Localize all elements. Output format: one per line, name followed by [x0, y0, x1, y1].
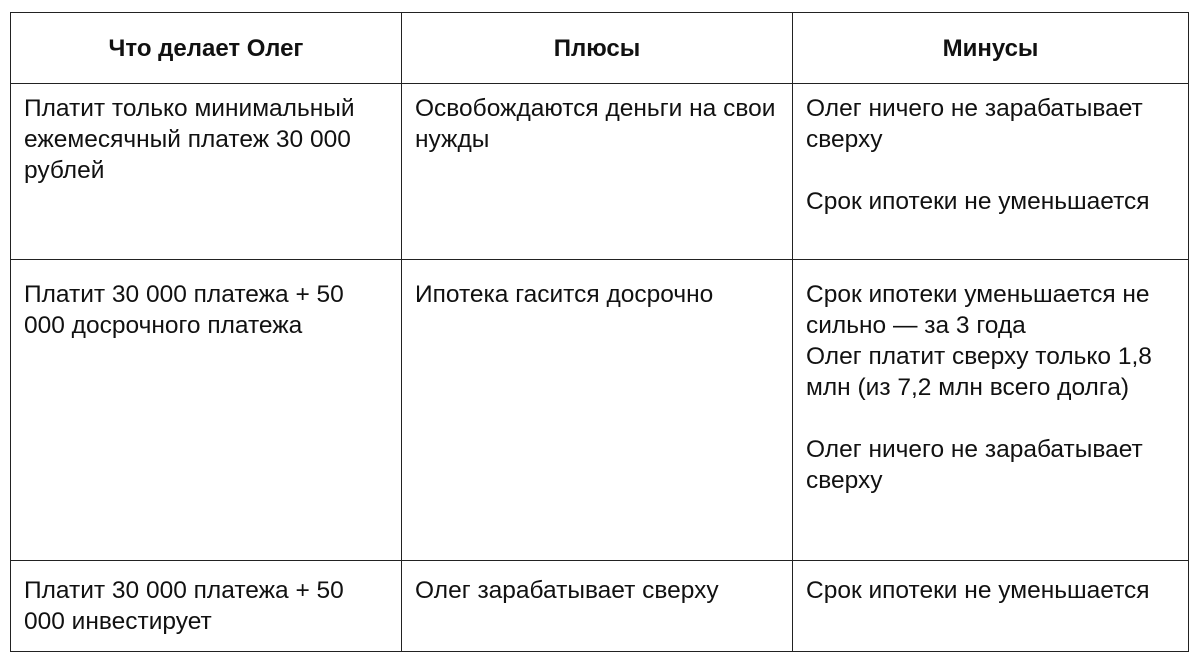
cons-cell — [793, 84, 1189, 260]
header-action: Что делает Олег — [11, 13, 402, 84]
cons-text: Срок ипотеки уменьшается не сильно — за 3 года — [806, 281, 1150, 339]
pros-cell — [402, 84, 793, 260]
pros-cell — [402, 561, 793, 652]
cons-cell — [793, 260, 1189, 561]
cons-text: Срок ипотеки не уменьшается — [806, 188, 1150, 215]
action-text: Платит 30 000 платежа + 50 000 досрочного платежа — [24, 281, 344, 339]
cons-text: Олег платит сверху только 1,8 млн (из 7,2 млн всего долга) — [806, 343, 1152, 401]
table-row — [11, 561, 1189, 652]
action-cell — [11, 84, 402, 260]
cons-cell — [793, 561, 1189, 652]
cons-text: Срок ипотеки не уменьшается — [806, 577, 1150, 604]
cons-text: Олег ничего не зарабатывает сверху — [806, 95, 1143, 153]
pros-text: Олег зарабатывает сверху — [415, 577, 719, 604]
table-row — [11, 260, 1189, 561]
header-pros: Плюсы — [402, 13, 793, 84]
header-row — [11, 13, 1189, 84]
action-cell — [11, 260, 402, 561]
comparison-table — [10, 12, 1189, 652]
pros-text: Ипотека гасится досрочно — [415, 281, 714, 308]
action-text: Платит только минимальный ежемесячный платеж 30 000 рублей — [24, 95, 355, 184]
pros-cell — [402, 260, 793, 561]
table-row — [11, 84, 1189, 260]
header-cons: Минусы — [793, 13, 1189, 84]
action-cell — [11, 561, 402, 652]
pros-text: Освобождаются деньги на свои нужды — [415, 95, 776, 153]
action-text: Платит 30 000 платежа + 50 000 инвестирует — [24, 577, 344, 635]
cons-text: Олег ничего не зарабатывает сверху — [806, 436, 1143, 494]
